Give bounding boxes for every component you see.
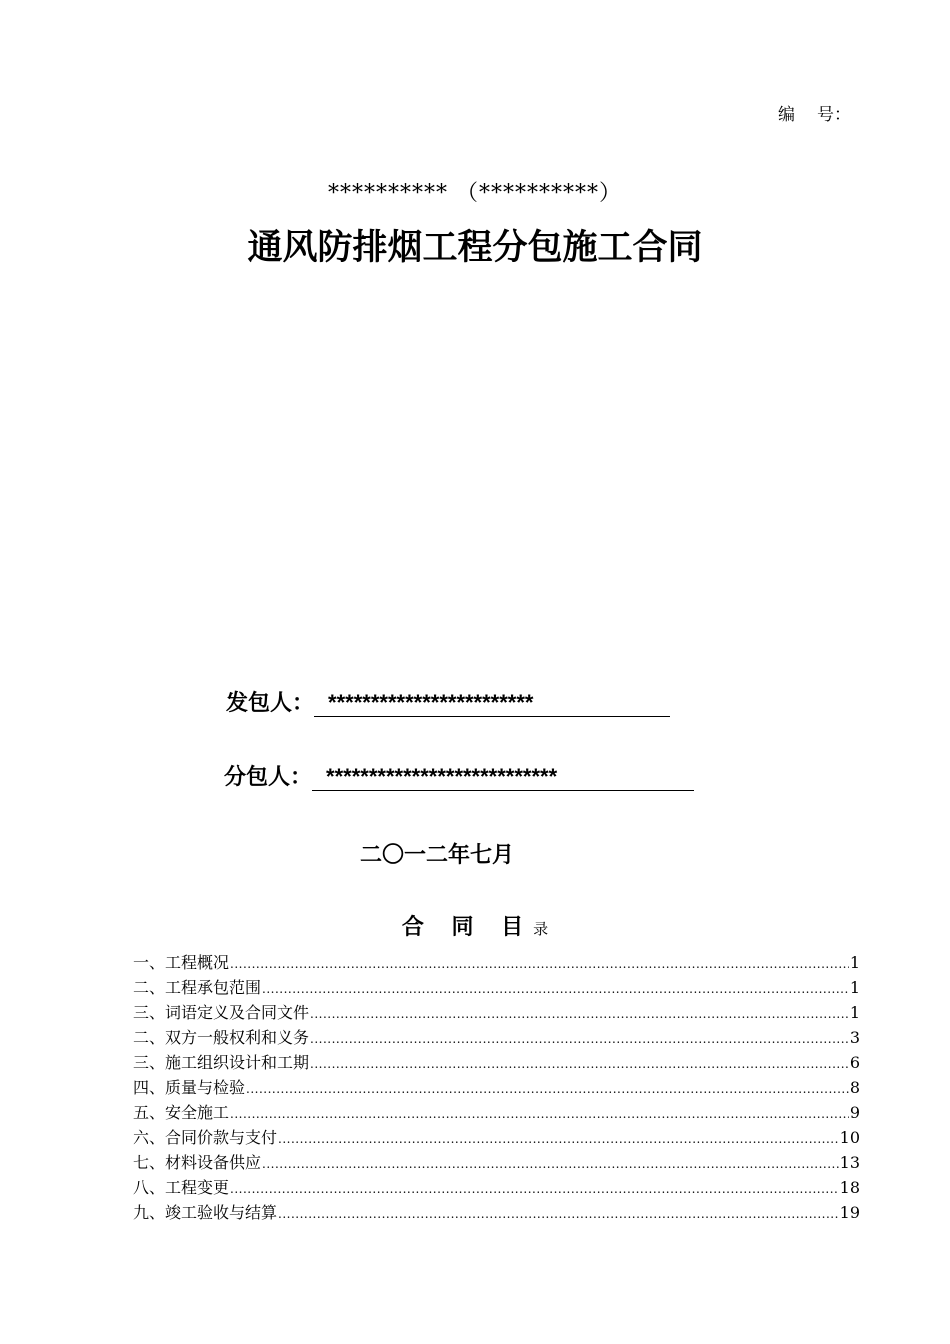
toc-entry-label: 八、工程变更 <box>133 1178 230 1197</box>
contract-date: 二〇一二年七月 <box>360 843 515 868</box>
toc-dot-leader <box>310 1003 849 1022</box>
toc-dot-leader <box>230 1178 839 1197</box>
document-number-label <box>778 100 851 125</box>
toc-entry[interactable] <box>133 1050 860 1075</box>
toc-dot-leader <box>310 1053 849 1072</box>
toc-entry-page: 13 <box>839 1153 860 1172</box>
toc-entry-label: 一、工程概况 <box>133 953 230 972</box>
subcontractor-line <box>224 760 694 791</box>
toc-entry-page: 3 <box>849 1028 860 1047</box>
toc-entry-label: 二、工程承包范围 <box>133 978 262 997</box>
toc-entry-label: 六、合同价款与支付 <box>133 1128 278 1147</box>
subcontractor-value: *************************** <box>312 764 694 791</box>
toc-entry-page: 19 <box>839 1203 860 1222</box>
toc-dot-leader <box>230 1103 849 1122</box>
toc-entry[interactable] <box>133 950 860 975</box>
employer-line <box>226 686 670 717</box>
toc-entry[interactable] <box>133 975 860 1000</box>
toc-entry-label: 五、安全施工 <box>133 1103 230 1122</box>
toc-heading <box>0 910 950 941</box>
employer-value: ************************ <box>314 690 670 717</box>
toc-dot-leader <box>262 978 849 997</box>
toc-entry-page: 18 <box>839 1178 860 1197</box>
toc-entry[interactable] <box>133 1200 860 1225</box>
employer-label: 发包人： <box>226 691 315 716</box>
toc-entry-label: 四、质量与检验 <box>133 1078 246 1097</box>
toc-entry-label: 九、竣工验收与结算 <box>133 1203 278 1222</box>
toc-dot-leader <box>310 1028 849 1047</box>
toc-entry-page: 8 <box>849 1078 860 1097</box>
subcontractor-label: 分包人： <box>224 765 313 790</box>
toc-entry[interactable] <box>133 1175 860 1200</box>
toc-entry-page: 9 <box>849 1103 860 1122</box>
project-name: ********** （**********） <box>328 181 622 206</box>
toc-entry[interactable] <box>133 1100 860 1125</box>
toc-entry-page: 6 <box>849 1053 860 1072</box>
toc-entry[interactable] <box>133 1075 860 1100</box>
toc-entry-label: 三、词语定义及合同文件 <box>133 1003 310 1022</box>
toc-entry-page: 10 <box>839 1128 860 1147</box>
table-of-contents <box>133 950 860 1225</box>
toc-entry-page: 1 <box>849 978 860 997</box>
contract-title: 通风防排烟工程分包施工合同 <box>247 228 703 268</box>
toc-dot-leader <box>262 1153 839 1172</box>
toc-entry-label: 三、施工组织设计和工期 <box>133 1053 310 1072</box>
toc-dot-leader <box>278 1128 839 1147</box>
toc-entry[interactable] <box>133 1125 860 1150</box>
number-label-char-1: 编 <box>778 105 795 125</box>
toc-entry-label: 二、双方一般权利和义务 <box>133 1028 310 1047</box>
toc-heading-suffix: 录 <box>533 920 549 938</box>
toc-entry-label: 七、材料设备供应 <box>133 1153 262 1172</box>
toc-entry-page: 1 <box>849 1003 860 1022</box>
toc-entry[interactable] <box>133 1000 860 1025</box>
number-label-char-2: 号： <box>817 105 851 125</box>
toc-dot-leader <box>230 953 849 972</box>
toc-dot-leader <box>246 1078 849 1097</box>
toc-heading-main: 合 同 目 <box>401 914 534 940</box>
toc-entry[interactable] <box>133 1025 860 1050</box>
toc-entry-page: 1 <box>849 953 860 972</box>
toc-entry[interactable] <box>133 1150 860 1175</box>
toc-dot-leader <box>278 1203 839 1222</box>
